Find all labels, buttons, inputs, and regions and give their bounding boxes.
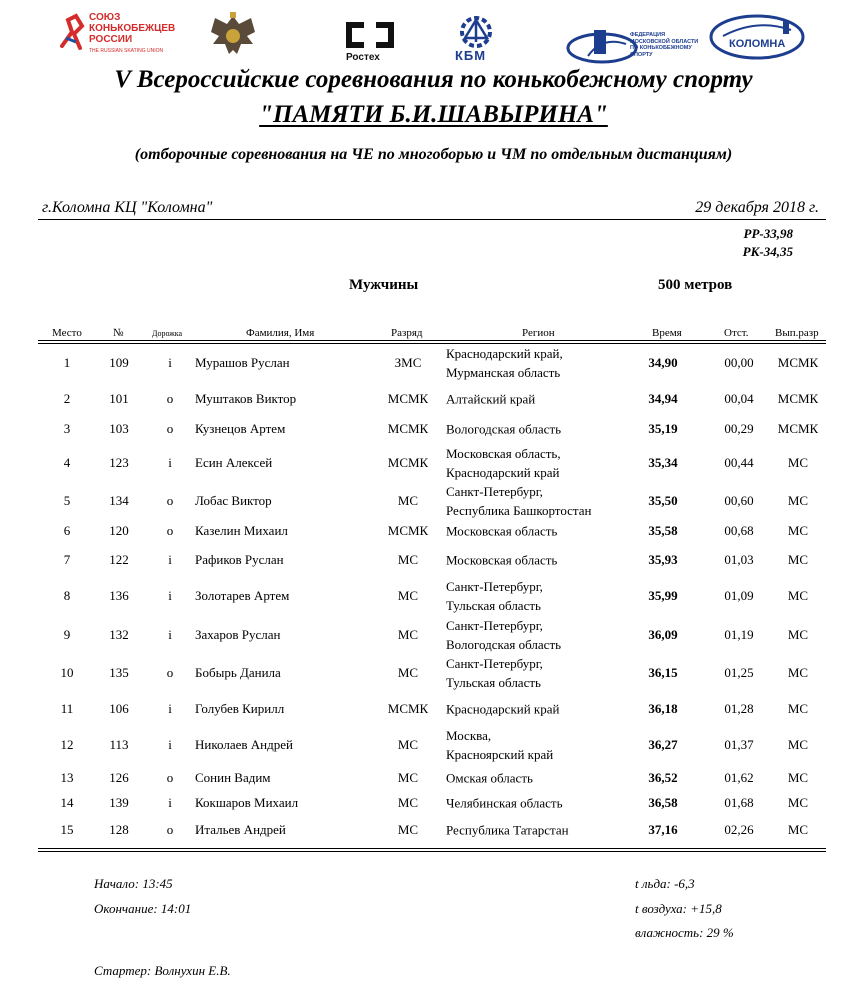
result-achieved-rank: МС [787,737,809,752]
result-rank: МС [397,795,419,810]
air-temperature: t воздуха: +15,8 [635,901,722,916]
result-region [446,616,561,654]
result-achieved-rank: МС [787,701,809,716]
result-place: 9 [63,627,71,642]
result-name: Казелин Михаил [195,523,288,538]
col-rank: Разряд [391,327,423,339]
result-place: 5 [63,493,71,508]
result-place: 6 [63,523,71,538]
table-row [38,615,826,655]
result-lane: i [168,552,172,567]
venue: г.Коломна КЦ "Коломна" [42,199,213,216]
result-time: 35,34 [648,455,678,470]
gear-icon [451,12,501,48]
table-header-line-1 [38,340,826,341]
result-achieved-rank: МСМК [777,355,819,370]
table-footer-line-2 [38,851,826,852]
result-lane: o [166,421,174,436]
region-line: Санкт-Петербург, [446,656,543,671]
result-achieved-rank: МСМК [777,391,819,406]
region-line: Тульская область [446,598,541,613]
col-lane: Дорожка [152,329,183,338]
result-number: 123 [109,455,129,470]
result-name: Захаров Руслан [195,627,281,642]
result-place: 13 [60,770,74,785]
kolomna-arena-icon [709,14,805,60]
skater-icon [58,12,88,52]
federation-line-2: МОСКОВСКОЙ ОБЛАСТИ [630,38,699,45]
result-number: 132 [109,627,129,642]
russian-record: РР-33,98 [743,226,793,241]
kbm-label: КБМ [455,48,487,63]
result-place: 2 [63,391,71,406]
result-place: 7 [63,552,71,567]
result-region [446,700,559,719]
result-achieved-rank: МС [787,770,809,785]
col-number: № [113,327,124,339]
page-title: V Всероссийские соревнования по конькобежному спорту [114,66,753,93]
result-gap: 00,29 [724,421,754,436]
result-rank: МС [397,588,419,603]
result-name: Бобырь Данила [195,665,281,680]
result-rank: МС [397,627,419,642]
result-number: 139 [109,795,129,810]
result-region [446,522,557,541]
col-name: Фамилия, Имя [246,327,315,339]
result-lane: o [166,493,174,508]
result-time: 36,58 [648,795,678,810]
result-name: Есин Алексей [195,455,273,470]
result-lane: i [168,795,172,810]
result-number: 120 [109,523,129,538]
result-region [446,420,561,439]
region-line: Санкт-Петербург, [446,579,543,594]
result-achieved-rank: МС [787,552,809,567]
ice-temperature: t льда: -6,3 [635,876,695,891]
result-name: Муштаков Виктор [195,391,297,406]
union-line-en: THE RUSSIAN SKATING UNION [89,48,164,54]
table-row [38,443,826,483]
region-line: Омская область [446,770,533,786]
table-row [38,653,826,693]
result-gap: 00,60 [724,493,754,508]
result-rank: МС [397,493,419,508]
event-date: 29 декабря 2018 г. [695,199,819,216]
result-rank: МСМК [387,391,429,406]
result-rank: МС [397,822,419,837]
result-achieved-rank: МС [787,493,809,508]
humidity: влажность: 29 % [635,925,734,940]
result-lane: i [168,588,172,603]
federation-line-4: СПОРТУ [630,51,653,58]
result-lane: o [166,822,174,837]
result-place: 14 [60,795,74,810]
result-region [446,654,543,692]
result-number: 134 [109,493,129,508]
result-rank: МС [397,770,419,785]
result-name: Итальев Андрей [195,822,286,837]
result-gap: 00,04 [724,391,754,406]
result-lane: o [166,770,174,785]
result-rank: МС [397,737,419,752]
result-name: Голубев Кирилл [195,701,285,716]
result-name: Рафиков Руслан [195,552,284,567]
kolomna-logo [709,14,805,60]
eagle-emblem-icon [205,10,261,60]
result-achieved-rank: МС [787,795,809,810]
kbm-logo [445,12,507,64]
region-line: Санкт-Петербург, [446,484,543,499]
result-name: Кокшаров Михаил [195,795,299,810]
result-gap: 00,00 [724,355,754,370]
header-divider [38,219,826,220]
result-gap: 01,19 [724,627,754,642]
region-line: Московская область, [446,446,561,461]
result-gap: 01,68 [724,795,754,810]
result-gap: 01,28 [724,701,754,716]
table-footer-line-1 [38,848,826,849]
result-place: 10 [60,665,74,680]
union-line-1: СОЮЗ [89,12,121,23]
track-record: РК-34,35 [742,244,793,259]
col-result-rank: Вып.разр [775,327,819,339]
result-time: 35,58 [648,523,678,538]
competition-name: "ПАМЯТИ Б.И.ШАВЫРИНА" [259,101,608,128]
result-gap: 02,26 [724,822,754,837]
result-name: Кузнецов Артем [195,421,286,436]
region-line: Тульская область [446,675,541,690]
result-number: 128 [109,822,129,837]
coat-of-arms-logo [205,10,261,60]
result-place: 8 [63,588,71,603]
result-place: 12 [60,737,74,752]
result-rank: ЗМС [394,355,422,370]
result-time: 35,93 [648,552,678,567]
table-row [38,576,826,616]
end-time: Окончание: 14:01 [94,901,192,916]
table-row [38,540,826,580]
result-lane: i [168,627,172,642]
result-time: 36,27 [648,737,678,752]
result-number: 101 [109,391,129,406]
table-row [38,689,826,729]
result-achieved-rank: МС [787,665,809,680]
result-time: 36,15 [648,665,678,680]
result-place: 15 [60,822,74,837]
federation-logo [566,22,706,68]
rostec-logo [340,20,400,62]
result-gap: 01,37 [724,737,754,752]
gender-label: Мужчины [349,277,419,293]
region-line: Вологодская область [446,421,562,437]
col-time: Время [652,327,682,339]
result-achieved-rank: МС [787,822,809,837]
region-line: Челябинская область [446,795,563,811]
result-lane: i [168,737,172,752]
skating-union-logo [58,8,176,56]
region-line: Санкт-Петербург, [446,618,543,633]
result-gap: 01,25 [724,665,754,680]
result-lane: o [166,665,174,680]
result-gap: 01,62 [724,770,754,785]
rostec-mark-icon [344,20,396,50]
region-line: Краснодарский край [446,701,560,717]
result-gap: 00,44 [724,455,754,470]
result-place: 3 [63,421,71,436]
result-region [446,821,569,840]
region-line: Мурманская область [446,365,561,380]
region-line: Алтайский край [446,391,536,407]
result-number: 135 [109,665,129,680]
result-name: Золотарев Артем [195,588,290,603]
result-achieved-rank: МС [787,523,809,538]
federation-line-1: ФЕДЕРАЦИЯ [630,32,666,38]
result-rank: МС [397,665,419,680]
union-line-2: КОНЬКОБЕЖЦЕВ [89,23,176,34]
region-line: Московская область [446,552,558,568]
result-lane: o [166,391,174,406]
result-achieved-rank: МС [787,627,809,642]
region-line: Республика Башкортостан [446,503,592,518]
result-lane: i [168,701,172,716]
starter: Стартер: Волнухин Е.В. [94,963,231,978]
region-line: Краснодарский край [446,465,560,480]
result-number: 113 [109,737,129,752]
result-rank: МСМК [387,421,429,436]
result-region [446,577,543,615]
result-number: 126 [109,770,129,785]
table-row [38,810,826,850]
col-place: Место [52,327,82,339]
region-line: Москва, [446,728,492,743]
federation-emblem-icon [566,22,638,66]
result-achieved-rank: МС [787,588,809,603]
result-region [446,390,535,409]
result-time: 34,90 [648,355,678,370]
result-number: 109 [109,355,129,370]
result-achieved-rank: МСМК [777,421,819,436]
col-gap: Отст. [724,327,749,339]
result-name: Лобас Виктор [195,493,272,508]
rostec-label: Ростех [346,52,380,63]
result-number: 136 [109,588,129,603]
result-region [446,444,561,482]
result-region [446,344,563,382]
result-region [446,551,557,570]
result-time: 37,16 [648,822,678,837]
distance-label: 500 метров [658,277,733,293]
result-gap: 01,03 [724,552,754,567]
federation-line-3: ПО КОНЬКОБЕЖНОМУ [630,45,692,51]
result-rank: МСМК [387,523,429,538]
result-place: 1 [63,355,71,370]
competition-subtitle: (отборочные соревнования на ЧЕ по многоборью и ЧМ по отдельным дистанциям) [134,146,733,163]
union-line-3: РОССИИ [89,34,133,45]
result-place: 11 [60,701,74,716]
result-time: 36,09 [648,627,678,642]
result-lane: i [168,455,172,470]
result-number: 103 [109,421,129,436]
start-time: Начало: 13:45 [94,876,173,891]
table-row [38,343,826,383]
result-time: 35,50 [648,493,678,508]
result-gap: 01,09 [724,588,754,603]
result-time: 35,99 [648,588,678,603]
result-rank: МСМК [387,455,429,470]
result-time: 36,52 [648,770,678,785]
result-name: Сонин Вадим [195,770,271,785]
region-line: Красноярский край [446,747,554,762]
result-number: 122 [109,552,129,567]
region-line: Вологодская область [446,637,562,652]
result-lane: o [166,523,174,538]
result-time: 35,19 [648,421,678,436]
result-name: Мурашов Руслан [195,355,290,370]
kolomna-label: КОЛОМНА [729,38,786,50]
region-line: Краснодарский край, [446,346,563,361]
result-gap: 00,68 [724,523,754,538]
result-time: 34,94 [648,391,678,406]
result-lane: i [168,355,172,370]
result-name: Николаев Андрей [195,737,293,752]
result-number: 106 [109,701,129,716]
col-region: Регион [522,327,555,339]
region-line: Республика Татарстан [446,822,569,838]
result-achieved-rank: МС [787,455,809,470]
result-rank: МСМК [387,701,429,716]
result-rank: МС [397,552,419,567]
result-time: 36,18 [648,701,678,716]
region-line: Московская область [446,523,558,539]
result-place: 4 [63,455,71,470]
